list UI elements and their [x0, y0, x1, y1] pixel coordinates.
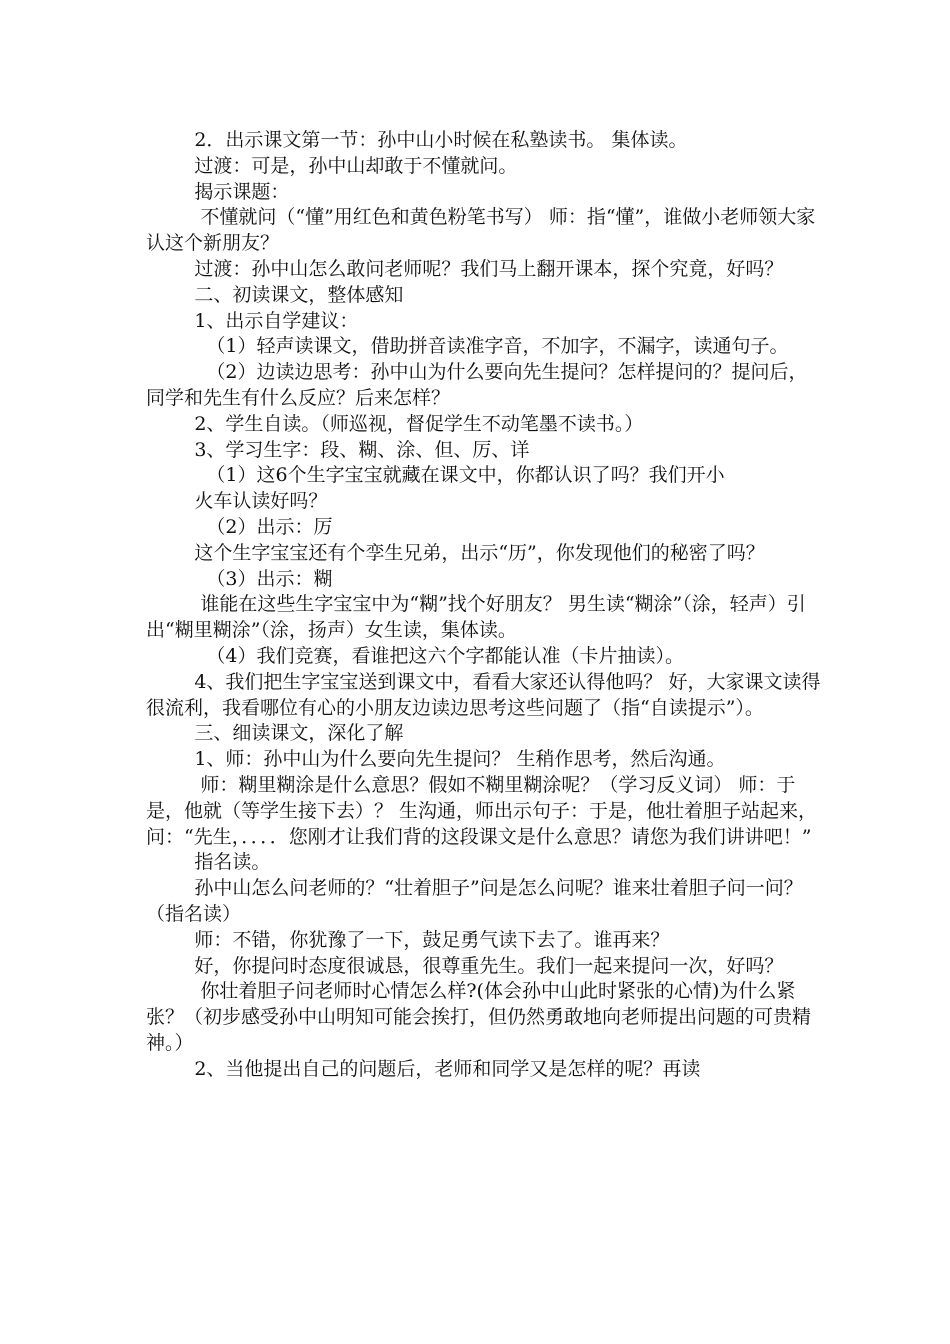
paragraph-14: （2）出示：厉: [146, 515, 333, 538]
paragraph-26: 好，你提问时态度很诚恳，很尊重先生。我们一起来提问一次，好吗？: [146, 954, 784, 977]
section-heading-2: 二、初读课文，整体感知: [146, 283, 404, 306]
paragraph-28: 2、当他提出自己的问题后，老师和同学又是怎样的呢？再读: [146, 1057, 701, 1080]
document-body: [146, 128, 826, 1082]
paragraph-2: 过渡：可是，孙中山却敢于不懂就问。: [146, 154, 518, 177]
paragraph-19: 4、我们把生字宝宝送到课文中，看看大家还认得他吗？ 好，大家课文读得很流利，我看哪位有心的小朋友边读边思考这些问题了（指“自读提示”）。: [146, 670, 821, 719]
paragraph-18: （4）我们竞赛，看谁把这六个字都能认准（卡片抽读）。: [146, 644, 684, 667]
paragraph-13: 火车认读好吗？: [146, 490, 328, 513]
paragraph-9: （2）边读边思考：孙中山为什么要向先生提问？怎样提问的？提问后，同学和先生有什么反应？后来怎样？: [146, 361, 808, 409]
paragraph-8: （1）轻声读课文，借助拼音读准字音，不加字，不漏字，读通句子。: [146, 335, 789, 358]
paragraph-17: 谁能在这些生字宝宝中为“糊”找个好朋友？ 男生读“糊涂”（涂，轻声）引出“糊里糊涂”（涂，扬声）女生读，集体读。: [146, 593, 806, 642]
paragraph-15: 这个生字宝宝还有个孪生兄弟，出示“历”，你发现他们的秘密了吗？: [146, 541, 765, 564]
paragraph-3: 揭示课题：: [146, 180, 290, 203]
paragraph-22: 师：糊里糊涂是什么意思？假如不糊里糊涂呢？（学习反义词） 师：于是，他就（等学生接下去）？ 生沟通，师出示句子：于是，他壮着胆子站起来，问：“先生，．．．．您刚才让我们背的这段课文是什么意思？请您为我们讲讲吧！”: [146, 773, 818, 848]
section-heading-3: 三、细读课文，深化了解: [146, 722, 404, 745]
paragraph-4: 不懂就问（“懂”用红色和黄色粉笔书写） 师：指“懂”，谁做小老师领大家认这个新朋友？: [146, 206, 816, 255]
paragraph-12: （1）这6个生字宝宝就藏在课文中，你都认识了吗？我们开小: [146, 464, 725, 487]
paragraph-23: 指名读。: [146, 851, 271, 874]
paragraph-27: 你壮着胆子问老师时心情怎么样?(体会孙中山此时紧张的心情)为什么紧张？（初步感受孙中山明知可能会挨打，但仍然勇敢地向老师提出问题的可贵精神。）: [146, 980, 812, 1054]
paragraph-16: （3）出示：糊: [146, 567, 333, 590]
paragraph-11: 3、学习生字：段、糊、涂、但、厉、详: [146, 438, 530, 461]
paragraph-5: 过渡：孙中山怎么敢问老师呢？我们马上翻开课本，探个究竟，好吗？: [146, 257, 784, 280]
paragraph-10: 2、学生自读。（师巡视，督促学生不动笔墨不读书。）: [146, 412, 644, 435]
paragraph-25: 师：不错，你犹豫了一下，鼓足勇气读下去了。谁再来？: [146, 928, 670, 951]
paragraph-1: 2．出示课文第一节：孙中山小时候在私塾读书。 集体读。: [146, 129, 688, 151]
paragraph-24: 孙中山怎么问老师的？“壮着胆子”问是怎么问呢？谁来壮着胆子问一问？（指名读）: [146, 877, 803, 925]
paragraph-7: 1、出示自学建议：: [146, 309, 359, 332]
paragraph-21: 1、师：孙中山为什么要向先生提问？ 生稍作思考，然后沟通。: [146, 748, 726, 771]
